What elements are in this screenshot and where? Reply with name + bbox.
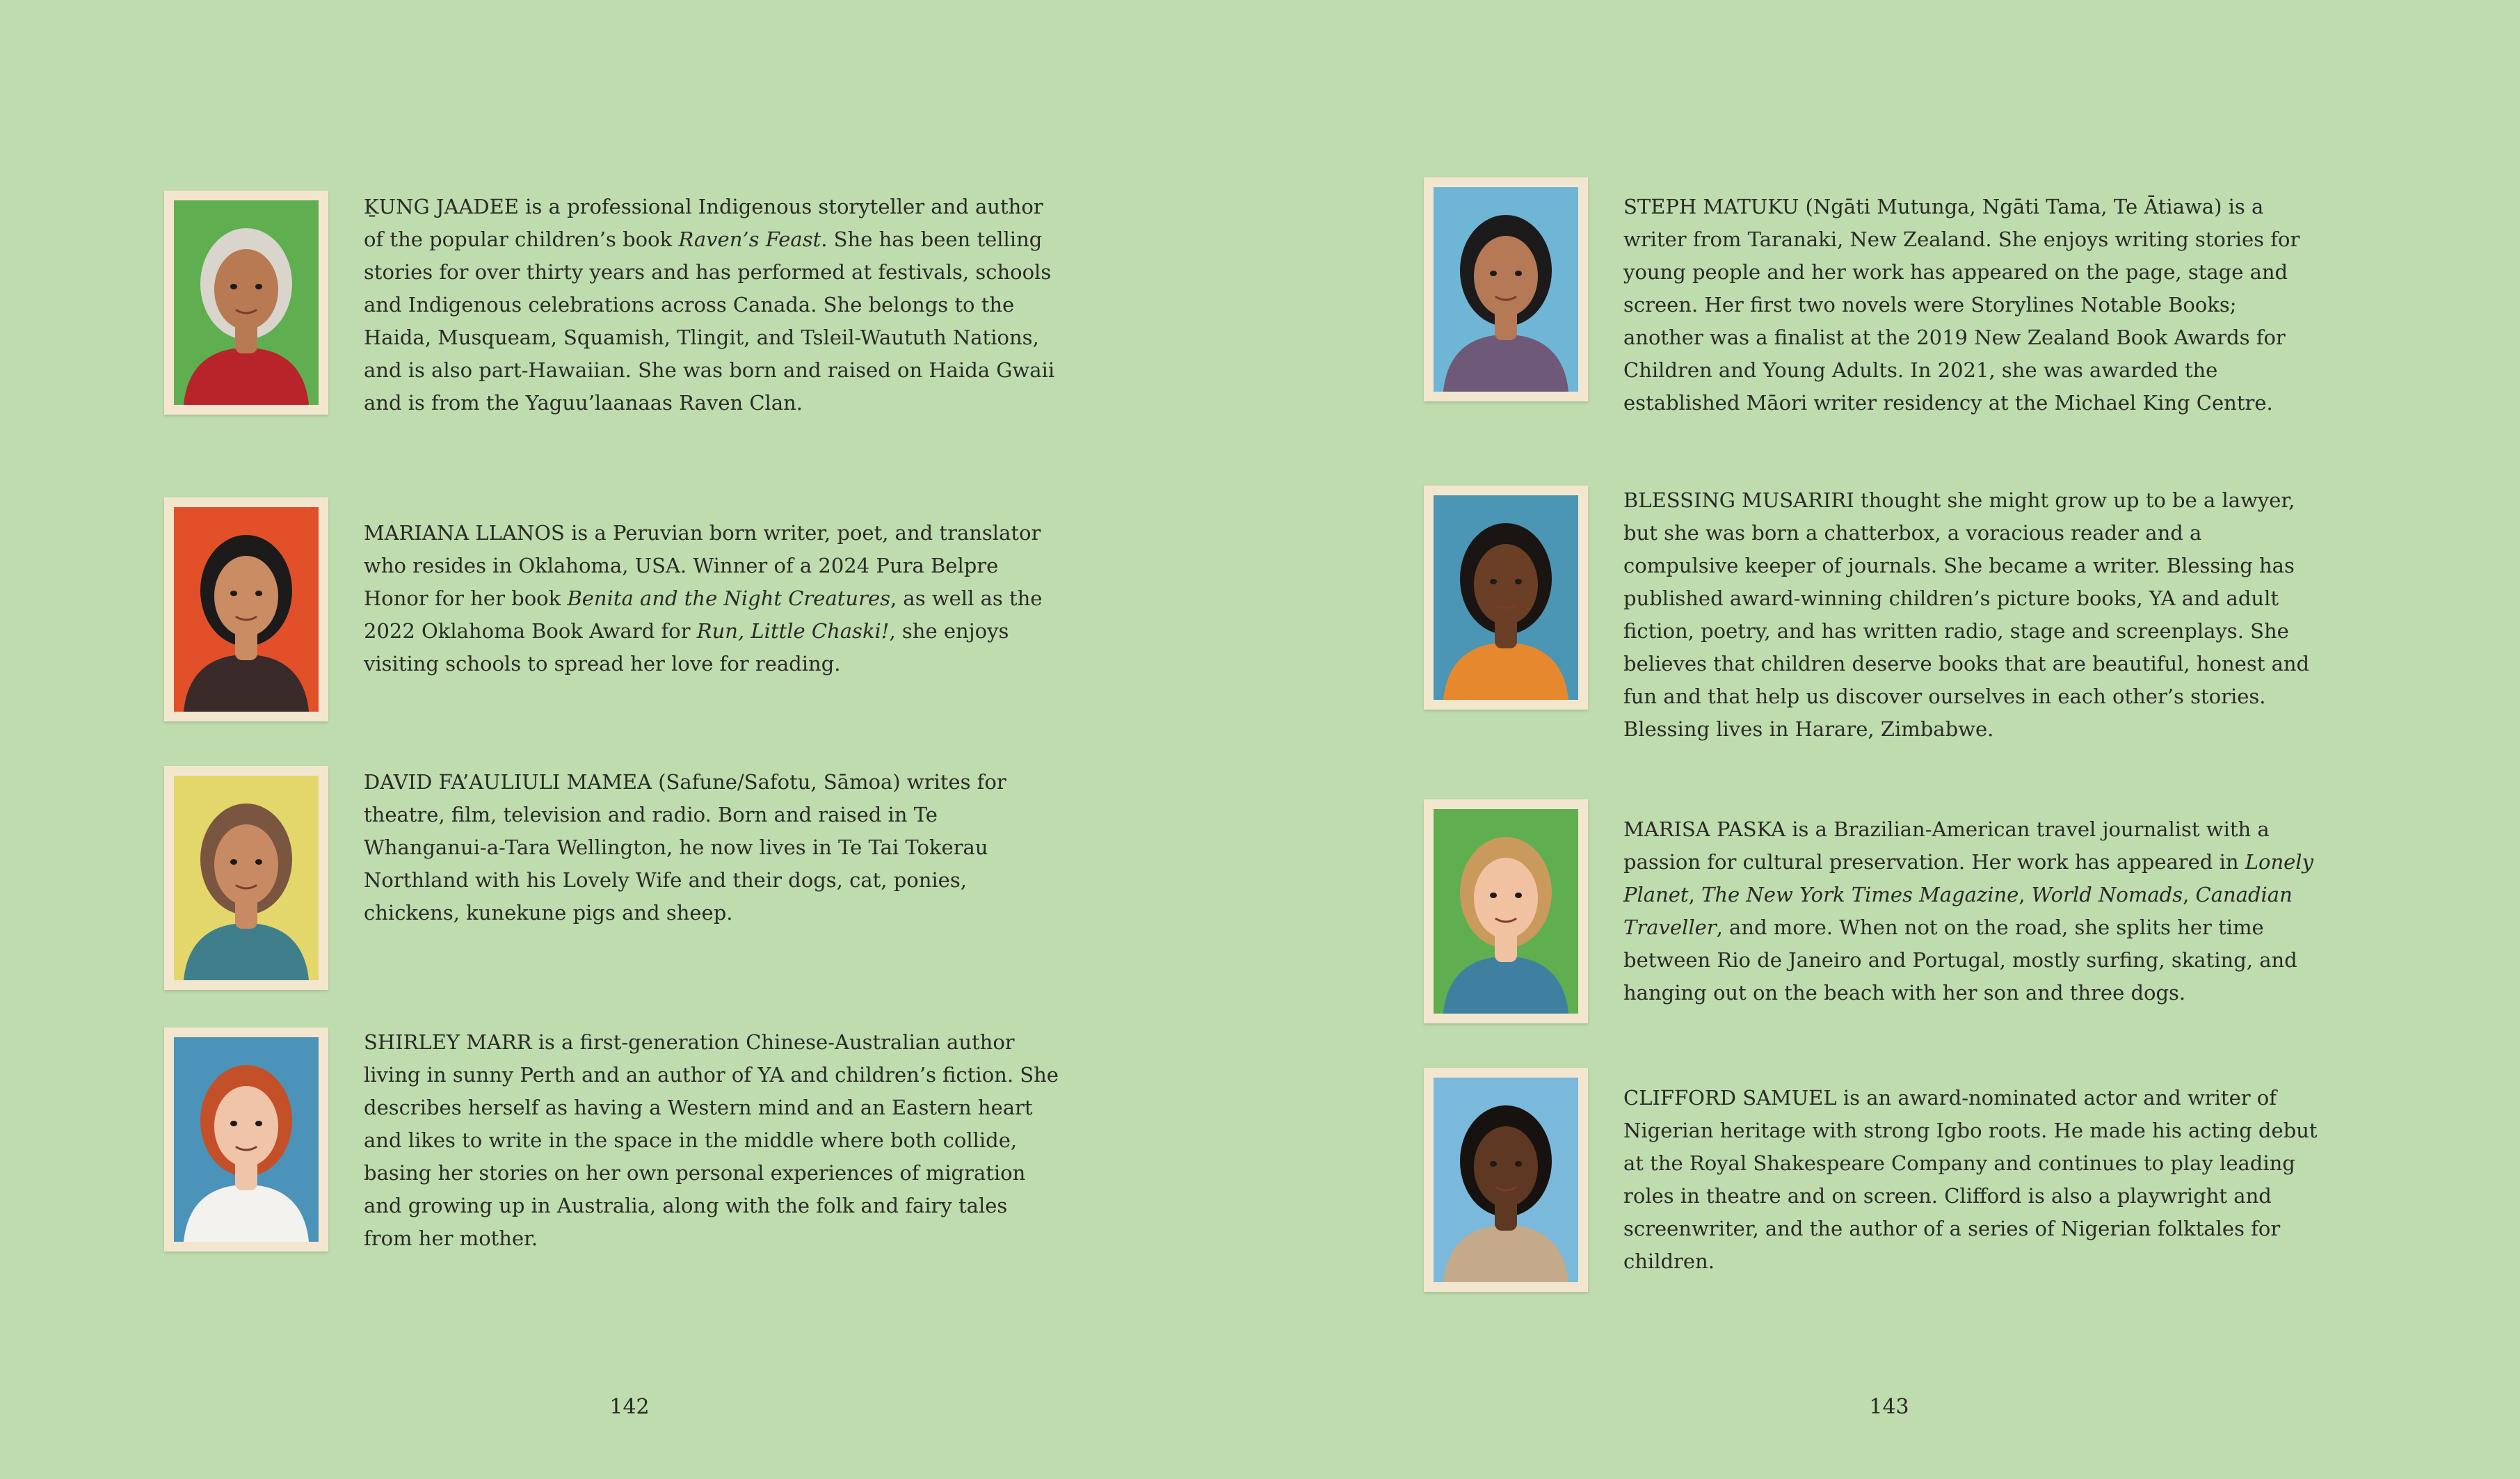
bio-text: , [2019, 883, 2032, 906]
eye-left [230, 284, 237, 289]
portrait-illustration [174, 507, 319, 712]
eye-right [255, 859, 262, 865]
book-title-italic: Benita and the Night Creatures [567, 586, 890, 610]
bio-text: BLESSING MUSARIRI thought she might grow up to be a lawyer, but she was born a chatterbox, a voracious reader and a compulsive keeper of journals. She became a writer. Blessing has published award-winning children’s picture books, YA and adult fiction, poetry, and has written radio, stage and screenplays. She believes that children deserve books that are beautiful, honest and fun and that help us discover ourselves in each other’s stories. Blessing lives in Harare, Zimbabwe. [1623, 488, 2310, 741]
page-number: 142 [609, 1395, 650, 1419]
contributor-bio [364, 517, 1059, 680]
portrait-illustration [174, 200, 319, 405]
book-title-italic: The New York Times Magazine [1701, 883, 2019, 906]
eye-left [1490, 1161, 1497, 1167]
bio-text: , and more. When not on the road, she splits her time between Rio de Janeiro and Portugal, mostly surfing, skating, and hanging out on the beach with her son and three dogs. [1623, 916, 2297, 1005]
contributor-bio [1623, 1082, 2319, 1278]
contributor-portrait [164, 1028, 328, 1252]
contributor-portrait [164, 191, 328, 415]
right-page [1260, 0, 2520, 1479]
bio-text: CLIFFORD SAMUEL is an award-nominated actor and writer of Nigerian heritage with strong Igbo roots. He made his acting debut at the Royal Shakespeare Company and continues to play leading roles in theatre and on screen. Clifford is also a playwright and screenwriter, and the author of a series of Nigerian folktales for children. [1623, 1086, 2318, 1273]
bio-text: MARIANA LLANOS is a Peruvian born writer, poet, and translator who resides in Oklahoma, USA. Winner of a 2024 Pura Belpre Honor for her book [364, 521, 1041, 610]
bio-text: DAVID FA’AULIULI MAMEA (Safune/Safotu, Sāmoa) writes for theatre, film, television and radio. Born and raised in Te Whanganui-a-Tara Wellington, he now lives in Te Tai Tokerau Northland with his Lovely Wife and their dogs, cat, ponies, chickens, kunekune pigs and sheep. [364, 770, 1006, 925]
bio-text: , she enjoys visiting schools to spread her love for reading. [364, 619, 1009, 675]
face-shape [1474, 1126, 1538, 1207]
contributor-bio [1623, 191, 2319, 419]
eye-right [255, 284, 262, 289]
bio-text: SHIRLEY MARR is a first-generation Chinese-Australian author living in sunny Perth and an author of YA and children’s fiction. She describes herself as having a Western mind and an Eastern heart and likes to write in the space in the middle where both collide, basing her stories on her own personal experiences of migration and growing up in Australia, along with the folk and fairy tales from her mother. [364, 1030, 1059, 1250]
contributor-bio [1623, 484, 2319, 746]
face-shape [1474, 236, 1538, 317]
contributor-portrait [1424, 177, 1588, 401]
portrait-illustration [1434, 187, 1578, 392]
bio-text: STEPH MATUKU (Ngāti Mutunga, Ngāti Tama, Te Ātiawa) is a writer from Taranaki, New Zealand. She enjoys writing stories for young people and her work has appeared on the page, stage and screen. Her first two novels were Storylines Notable Books; another was a finalist at the 2019 New Zealand Book Awards for Children and Young Adults. In 2021, she was awarded the established Māori writer residency at the Michael King Centre. [1623, 195, 2300, 415]
face-shape [1474, 544, 1538, 625]
eye-left [1490, 893, 1497, 898]
eye-right [1515, 579, 1522, 584]
book-title-italic: Run, Little Chaski! [696, 619, 890, 643]
bio-text: , as well as the 2022 Oklahoma Book Award for [364, 586, 1043, 643]
contributor-portrait [1424, 799, 1588, 1023]
eye-right [1515, 893, 1522, 898]
eye-left [1490, 271, 1497, 276]
portrait-illustration [1434, 1078, 1578, 1282]
bio-text: , [1688, 883, 1702, 906]
face-shape [1474, 858, 1538, 938]
contributor-bio [364, 1026, 1059, 1255]
eye-right [255, 1121, 262, 1126]
face-shape [214, 1086, 278, 1167]
face-shape [214, 556, 278, 637]
bio-text: , [2183, 883, 2196, 906]
book-title-italic: Lonely Planet [1623, 850, 2313, 906]
bio-text: ḴUNG JAADEE is a professional Indigenous storyteller and author of the popular children’s book [364, 195, 1043, 251]
eye-right [1515, 1161, 1522, 1167]
eye-left [230, 1121, 237, 1126]
contributor-portrait [1424, 486, 1588, 710]
contributor-portrait [164, 766, 328, 990]
face-shape [214, 824, 278, 905]
portrait-illustration [1434, 809, 1578, 1014]
book-title-italic: Raven’s Feast [678, 227, 821, 251]
face-shape [214, 249, 278, 330]
contributor-bio [364, 766, 1059, 929]
contributor-bio [1623, 813, 2319, 1009]
bio-text: MARISA PASKA is a Brazilian-American travel journalist with a passion for cultural preservation. Her work has appeared in [1623, 817, 2270, 874]
book-title-italic: World Nomads [2031, 883, 2183, 906]
portrait-illustration [1434, 495, 1578, 700]
book-title-italic: Canadian Traveller [1623, 883, 2293, 939]
bio-text: . She has been telling stories for over thirty years and has performed at festivals, schools and Indigenous celebrations across Canada. She belongs to the Haida, Musqueam, Squamish, Tlingit, and Tsleil-Waututh Nations, and is also part-Hawaiian. She was born and raised on Haida Gwaii and is from the Yaguu’laanaas Raven Clan. [364, 227, 1055, 415]
eye-left [230, 859, 237, 865]
portrait-illustration [174, 1037, 319, 1242]
eye-right [255, 591, 262, 596]
contributor-portrait [164, 497, 328, 721]
eye-right [1515, 271, 1522, 276]
eye-left [230, 591, 237, 596]
contributor-bio [364, 191, 1059, 419]
page-number: 143 [1869, 1395, 1909, 1419]
eye-left [1490, 579, 1497, 584]
portrait-illustration [174, 776, 319, 980]
contributor-portrait [1424, 1068, 1588, 1292]
